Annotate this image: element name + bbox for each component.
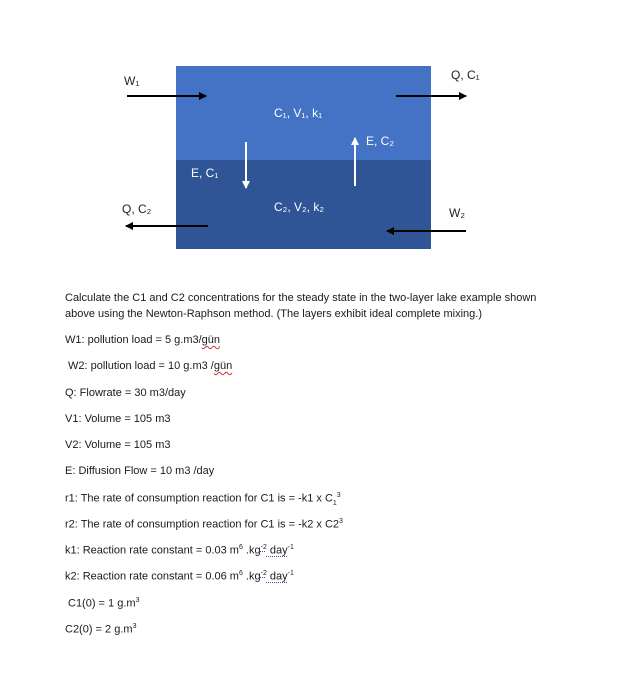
k2-m-exp: 6 <box>238 570 243 577</box>
r1-line <box>65 492 341 507</box>
intro-line-2: above using the Newton-Raphson method. (The layers exhibit ideal complete mixing.) <box>65 308 482 320</box>
r2-text: r2: The rate of consumption reaction for C1 is = -k2 x C2 <box>65 518 340 531</box>
k2-day-exp: -1 <box>287 570 294 577</box>
lower-layer-label: C₂, V₂, k₂ <box>274 200 324 214</box>
diffusion-up-label: E, C₂ <box>366 134 394 148</box>
w2-unit: gün <box>213 360 233 372</box>
w1-text: W1: pollution load = 5 g.m3/ <box>65 334 202 346</box>
c2-initial-text: C2(0) = 2 g.m <box>65 623 133 636</box>
k2-kg-exp: -2 <box>260 570 267 577</box>
diffusion-line: E: Diffusion Flow = 10 m3 /day <box>65 465 215 477</box>
outflow-top-label: Q, C₁ <box>451 68 480 82</box>
v1-line: V1: Volume = 105 m3 <box>65 413 171 425</box>
c1-initial-text: C1(0) = 1 g.m <box>68 597 136 610</box>
lake-diagram <box>0 0 630 260</box>
k1-day: day <box>266 544 288 557</box>
c2-initial-line <box>65 623 136 636</box>
k1-day-exp: -1 <box>287 544 294 551</box>
w2-label: W₂ <box>449 206 465 220</box>
diffusion-down-label: E, C₁ <box>191 166 219 180</box>
w2-line <box>68 360 232 372</box>
w1-label: W₁ <box>124 74 140 88</box>
k2-line <box>65 570 294 583</box>
k1-m-exp: 6 <box>238 544 243 551</box>
flowrate-line: Q: Flowrate = 30 m3/day <box>65 387 186 399</box>
k2-day: day <box>266 570 288 583</box>
r2-line <box>65 518 343 531</box>
k2-kg: .kg <box>242 570 261 583</box>
k2-text: k2: Reaction rate constant = 0.06 m <box>65 570 239 583</box>
c1-initial-line <box>68 597 139 610</box>
k1-kg-exp: -2 <box>260 544 267 551</box>
r1-exponent: 3 <box>336 492 341 499</box>
flow-arrows <box>0 0 630 260</box>
v2-line: V2: Volume = 105 m3 <box>65 439 171 451</box>
w2-text: W2: pollution load = 10 g.m3 / <box>68 360 214 372</box>
w1-unit: gün <box>201 334 221 346</box>
c1-initial-exp: 3 <box>135 597 140 604</box>
outflow-left-label: Q, C₂ <box>122 202 152 216</box>
r2-exponent: 3 <box>339 518 343 525</box>
k1-line <box>65 544 294 557</box>
r1-text: r1: The rate of consumption reaction for C1 is = -k1 x C <box>65 492 333 505</box>
w1-line <box>65 334 220 346</box>
c2-initial-exp: 3 <box>132 623 137 630</box>
k1-kg: .kg <box>242 544 261 557</box>
r1-subscript: 1 <box>332 499 337 507</box>
k1-text: k1: Reaction rate constant = 0.03 m <box>65 544 239 557</box>
upper-layer-label: C₁, V₁, k₁ <box>274 106 323 120</box>
intro-line-1: Calculate the C1 and C2 concentrations for the steady state in the two-layer lake example shown <box>65 292 537 304</box>
